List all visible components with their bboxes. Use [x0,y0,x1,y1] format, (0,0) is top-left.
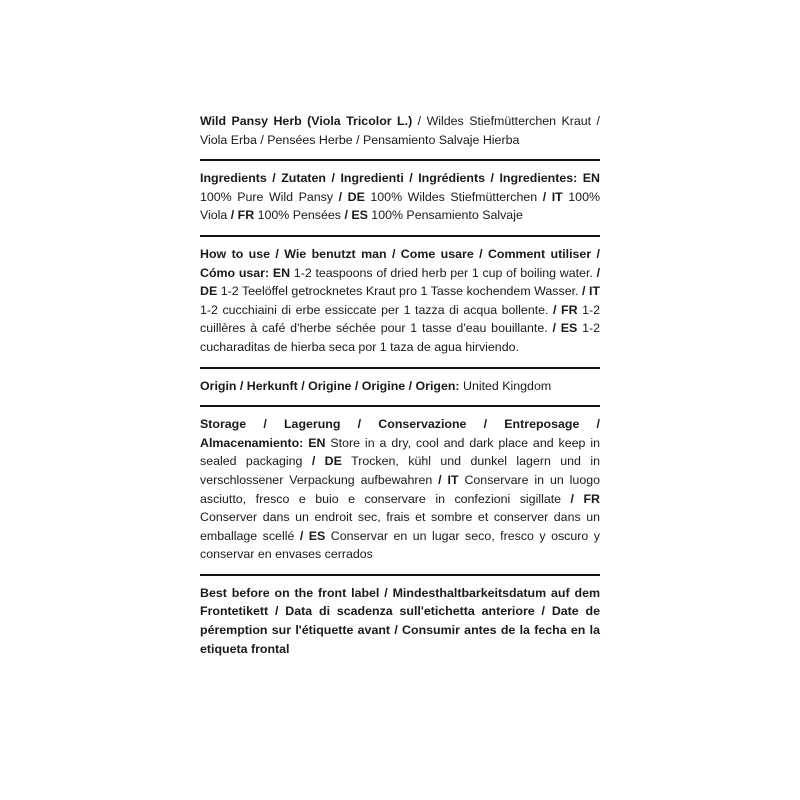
bold-label-text: Storage / Lagerung / Conservazione / Entreposage / Almacenamiento: EN [200,417,600,450]
body-text: Conservare in un luogo asciutto, fresco e buio e conservare in confezioni sigillate [200,472,600,506]
body-text: 100% Pensées [254,208,345,223]
body-text: United Kingdom [459,378,552,393]
body-text: 1-2 cucharaditas de hierba seca por 1 taza de agua hirviendo. [200,321,600,354]
storage-section [200,411,600,574]
section-divider [200,159,600,161]
bold-label-text: / ES [344,208,368,223]
bold-label-text: Origin / Herkunft / Origine / Origine / Origen: [200,378,460,393]
body-text: 1-2 teaspoons of dried herb per 1 cup of boiling water. [290,265,597,280]
body-text: 100% Pensamiento Salvaje [367,208,523,223]
bold-label-text: Wild Pansy Herb (Viola Tricolor L.) [200,114,413,128]
bold-label-text: / FR [570,491,600,506]
bold-label-text: Ingredients / Zutaten / Ingredienti / Ingrédients / Ingredientes: EN [200,171,600,186]
bold-label-text: / FR [553,302,578,317]
bold-label-text: Best before on the front label / Mindesthaltbarkeitsdatum auf dem Frontetikett / Data di scadenza sull'etichetta anteriore / Date de péremption sur l'étiquette avant / Consumir antes de la fecha en la etiqueta frontal [200,585,600,656]
bold-label-text: / FR [230,208,255,223]
body-text: 100% Wildes Stiefmütterchen [364,189,543,204]
body-text: 1-2 Teelöffel getrocknetes Kraut pro 1 Tasse kochendem Wasser. [217,284,583,299]
bold-label-text: / DE [338,189,365,204]
product-name-section [200,108,600,159]
section-divider [200,574,600,576]
product-label [200,108,600,668]
body-text: Conservar en un lugar seco, fresco y oscuro y conservar en envases cerrados [200,528,600,562]
bold-label-text: / IT [438,472,459,487]
body-text: 100% Viola [200,189,600,223]
how-to-use-section [200,241,600,367]
bold-label-text: / DE [311,454,342,469]
bold-label-text: / ES [552,321,578,336]
body-text: Conserver dans un endroit sec, frais et sombre et conserver dans un emballage scellé [200,510,600,543]
body-text: 1-2 cucchiaini di erbe essiccate per 1 tazza di acqua bollente. [200,302,554,317]
body-text: Trocken, kühl und dunkel lagern und in verschlossener Verpackung aufbewahren [200,454,600,487]
bold-label-text: / IT [542,189,563,204]
bold-label-text: / DE [200,265,601,299]
section-divider [200,235,600,237]
body-text: Store in a dry, cool and dark place and keep in sealed packaging [200,435,600,469]
best-before-section [200,580,600,668]
bold-label-text: / ES [299,528,326,543]
ingredients-section [200,165,600,235]
section-divider [200,367,600,369]
bold-label-text: / IT [582,284,601,299]
body-text: 1-2 cuillères à café d'herbe séchée pour 1 tasse d'eau bouillante. [200,302,600,336]
body-text: 100% Pure Wild Pansy [200,189,339,204]
body-text: / Wildes Stiefmütterchen Kraut / Viola Erba / Pensées Herbe / Pensamiento Salvaje Hierba [200,114,600,147]
bold-label-text: How to use / Wie benutzt man / Come usare / Comment utiliser / Cómo usar: EN [200,246,600,280]
origin-section [200,373,600,406]
section-divider [200,405,600,407]
